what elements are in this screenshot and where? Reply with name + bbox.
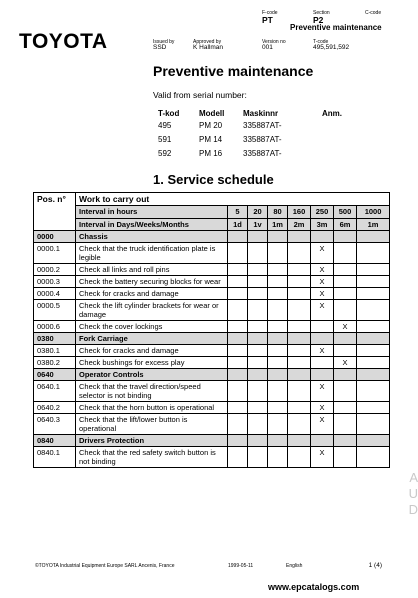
table-row bbox=[34, 381, 390, 402]
interval-mark-cell bbox=[268, 345, 288, 357]
interval-mark-cell bbox=[334, 333, 357, 345]
interval-hours-cell: 500 bbox=[334, 206, 357, 218]
row-task: Check that the travel direction/speed selector is not binding bbox=[76, 381, 228, 402]
interval-mark-cell bbox=[357, 243, 390, 264]
interval-mark-x: X bbox=[311, 288, 334, 300]
interval-mark-cell bbox=[228, 402, 248, 414]
pos-header: Pos. n° bbox=[34, 193, 76, 231]
footer-copyright: ©TOYOTA Industrial Equipment Europe SARL Ancenis, France bbox=[35, 563, 175, 569]
serial-tkod: 592 bbox=[158, 149, 172, 158]
interval-mark-cell bbox=[268, 357, 288, 369]
interval-hours-cell: 80 bbox=[268, 206, 288, 218]
interval-mark-cell bbox=[248, 333, 268, 345]
interval-mark-cell bbox=[268, 435, 288, 447]
section-value: P2 bbox=[313, 15, 324, 25]
interval-mark-x: X bbox=[311, 243, 334, 264]
serial-tkod: 591 bbox=[158, 135, 172, 144]
interval-mark-cell bbox=[268, 276, 288, 288]
row-pos: 0000.6 bbox=[34, 321, 76, 333]
interval-mark-cell bbox=[288, 435, 311, 447]
row-pos: 0000.5 bbox=[34, 300, 76, 321]
interval-mark-cell bbox=[311, 435, 334, 447]
row-pos: 0000.3 bbox=[34, 276, 76, 288]
group-title: Drivers Protection bbox=[76, 435, 228, 447]
interval-mark-cell bbox=[248, 369, 268, 381]
interval-mark-cell bbox=[228, 369, 248, 381]
row-pos: 0000 bbox=[34, 231, 76, 243]
interval-mark-cell bbox=[228, 231, 248, 243]
interval-mark-cell bbox=[357, 357, 390, 369]
approved-label: Approved by bbox=[193, 39, 222, 45]
interval-mark-cell bbox=[357, 288, 390, 300]
interval-mark-cell bbox=[357, 300, 390, 321]
interval-mark-cell bbox=[268, 288, 288, 300]
row-task: Check for cracks and damage bbox=[76, 288, 228, 300]
interval-days-cell: 3m bbox=[311, 218, 334, 230]
row-pos: 0000.2 bbox=[34, 264, 76, 276]
interval-mark-cell bbox=[357, 435, 390, 447]
interval-mark-x: X bbox=[311, 414, 334, 435]
interval-days-cell: 1m bbox=[268, 218, 288, 230]
interval-mark-x: X bbox=[311, 345, 334, 357]
row-pos: 0380.2 bbox=[34, 357, 76, 369]
interval-mark-cell bbox=[288, 276, 311, 288]
footer-page-number: 1 (4) bbox=[368, 562, 382, 569]
footer-language: English bbox=[286, 563, 303, 569]
group-title: Fork Carriage bbox=[76, 333, 228, 345]
interval-mark-cell bbox=[288, 369, 311, 381]
interval-mark-cell bbox=[228, 276, 248, 288]
interval-mark-x: X bbox=[311, 402, 334, 414]
interval-mark-cell bbox=[228, 288, 248, 300]
ccode-label: C-code bbox=[365, 10, 382, 16]
interval-mark-cell bbox=[248, 435, 268, 447]
row-task: Check that the lift/lower button is operational bbox=[76, 414, 228, 435]
interval-mark-cell bbox=[357, 381, 390, 402]
interval-mark-cell bbox=[228, 414, 248, 435]
approved-value: K Hallman bbox=[193, 44, 223, 51]
interval-mark-cell bbox=[334, 264, 357, 276]
toyota-logo: TOYOTA bbox=[19, 30, 108, 53]
interval-mark-cell bbox=[334, 369, 357, 381]
interval-mark-cell bbox=[248, 288, 268, 300]
interval-hours-cell: 250 bbox=[311, 206, 334, 218]
table-row bbox=[34, 321, 390, 333]
interval-mark-cell bbox=[334, 381, 357, 402]
interval-mark-cell bbox=[357, 345, 390, 357]
row-pos: 0000.1 bbox=[34, 243, 76, 264]
interval-mark-cell bbox=[248, 264, 268, 276]
group-row bbox=[34, 435, 390, 447]
interval-mark-cell bbox=[228, 243, 248, 264]
tcode-value: 495,591,592 bbox=[313, 44, 350, 51]
serial-header-modell: Modell bbox=[199, 109, 225, 118]
version-value: 001 bbox=[262, 44, 273, 51]
interval-mark-cell bbox=[228, 333, 248, 345]
serial-modell: PM 14 bbox=[199, 135, 223, 144]
interval-mark-cell bbox=[288, 447, 311, 468]
interval-mark-cell bbox=[268, 369, 288, 381]
interval-mark-cell bbox=[357, 333, 390, 345]
row-pos: 0840.1 bbox=[34, 447, 76, 468]
interval-days-cell: 6m bbox=[334, 218, 357, 230]
interval-days-cell: 1d bbox=[228, 218, 248, 230]
interval-mark-cell bbox=[248, 414, 268, 435]
interval-mark-cell bbox=[228, 321, 248, 333]
interval-mark-cell bbox=[268, 414, 288, 435]
interval-days-label: Interval in Days/Weeks/Months bbox=[76, 218, 228, 230]
interval-mark-cell bbox=[228, 345, 248, 357]
section-title: 1. Service schedule bbox=[153, 172, 274, 187]
serial-modell: PM 16 bbox=[199, 149, 223, 158]
row-pos: 0840 bbox=[34, 435, 76, 447]
table-row bbox=[34, 402, 390, 414]
interval-days-cell: 1v bbox=[248, 218, 268, 230]
interval-mark-cell bbox=[357, 402, 390, 414]
row-task: Check that the red safety switch button is not binding bbox=[76, 447, 228, 468]
interval-mark-cell bbox=[248, 243, 268, 264]
work-header: Work to carry out bbox=[76, 193, 390, 206]
interval-mark-cell bbox=[311, 357, 334, 369]
interval-mark-x: X bbox=[311, 447, 334, 468]
fcode-value: PT bbox=[262, 15, 273, 25]
interval-mark-x: X bbox=[334, 357, 357, 369]
serial-tkod: 495 bbox=[158, 121, 172, 130]
fcode-label: F-code bbox=[262, 10, 278, 16]
interval-mark-cell bbox=[311, 321, 334, 333]
interval-mark-x: X bbox=[311, 300, 334, 321]
interval-mark-cell bbox=[268, 321, 288, 333]
interval-mark-cell bbox=[334, 345, 357, 357]
interval-mark-cell bbox=[268, 264, 288, 276]
interval-mark-cell bbox=[357, 231, 390, 243]
interval-mark-cell bbox=[248, 447, 268, 468]
interval-mark-cell bbox=[288, 300, 311, 321]
interval-days-cell: 2m bbox=[288, 218, 311, 230]
interval-mark-cell bbox=[228, 357, 248, 369]
interval-mark-cell bbox=[288, 414, 311, 435]
section-label: Section bbox=[313, 10, 330, 16]
row-task: Check the battery securing blocks for wear bbox=[76, 276, 228, 288]
table-row bbox=[34, 414, 390, 435]
interval-mark-cell bbox=[288, 321, 311, 333]
table-row bbox=[34, 288, 390, 300]
interval-mark-cell bbox=[288, 345, 311, 357]
interval-mark-cell bbox=[248, 300, 268, 321]
interval-mark-cell bbox=[288, 231, 311, 243]
table-row bbox=[34, 300, 390, 321]
interval-hours-cell: 160 bbox=[288, 206, 311, 218]
interval-mark-x: X bbox=[311, 264, 334, 276]
group-row bbox=[34, 333, 390, 345]
row-pos: 0000.4 bbox=[34, 288, 76, 300]
interval-mark-cell bbox=[357, 264, 390, 276]
interval-mark-cell bbox=[248, 381, 268, 402]
interval-mark-cell bbox=[228, 447, 248, 468]
row-task: Check that the truck identification plate is legible bbox=[76, 243, 228, 264]
interval-mark-cell bbox=[288, 288, 311, 300]
interval-mark-cell bbox=[334, 402, 357, 414]
interval-mark-cell bbox=[357, 276, 390, 288]
group-row bbox=[34, 231, 390, 243]
footer-date: 1999-05-11 bbox=[228, 563, 254, 569]
service-schedule-table bbox=[33, 192, 390, 468]
group-row bbox=[34, 369, 390, 381]
group-title: Operator Controls bbox=[76, 369, 228, 381]
interval-hours-cell: 1000 bbox=[357, 206, 390, 218]
interval-mark-cell bbox=[357, 414, 390, 435]
interval-mark-cell bbox=[228, 300, 248, 321]
row-pos: 0640.1 bbox=[34, 381, 76, 402]
row-task: Check bushings for excess play bbox=[76, 357, 228, 369]
row-task: Check the lift cylinder brackets for wear or damage bbox=[76, 300, 228, 321]
interval-mark-cell bbox=[357, 447, 390, 468]
serial-maskinnr: 335887AT- bbox=[243, 149, 282, 158]
interval-mark-cell bbox=[334, 231, 357, 243]
serial-header-maskinnr: Maskinnr bbox=[243, 109, 279, 118]
tcode-label: T-code bbox=[313, 39, 329, 45]
interval-mark-x: X bbox=[311, 276, 334, 288]
interval-mark-cell bbox=[268, 231, 288, 243]
serial-header-tkod: T-kod bbox=[158, 109, 180, 118]
interval-mark-cell bbox=[268, 300, 288, 321]
interval-mark-cell bbox=[248, 357, 268, 369]
interval-mark-cell bbox=[268, 333, 288, 345]
interval-hours-cell: 5 bbox=[228, 206, 248, 218]
table-row bbox=[34, 447, 390, 468]
interval-mark-cell bbox=[334, 300, 357, 321]
interval-mark-cell bbox=[268, 447, 288, 468]
interval-hours-label: Interval in hours bbox=[76, 206, 228, 218]
footer-url: www.epcatalogs.com bbox=[268, 582, 360, 592]
table-row bbox=[34, 243, 390, 264]
table-row bbox=[34, 276, 390, 288]
interval-mark-cell bbox=[248, 402, 268, 414]
interval-mark-x: X bbox=[334, 321, 357, 333]
side-watermark: A U D bbox=[408, 470, 418, 517]
row-task: Check that the horn button is operational bbox=[76, 402, 228, 414]
version-label: Version no bbox=[262, 39, 286, 45]
interval-mark-cell bbox=[228, 264, 248, 276]
interval-mark-cell bbox=[288, 381, 311, 402]
interval-mark-cell bbox=[268, 402, 288, 414]
interval-mark-cell bbox=[228, 435, 248, 447]
page-title: Preventive maintenance bbox=[153, 63, 314, 79]
serial-modell: PM 20 bbox=[199, 121, 223, 130]
interval-days-cell: 1m bbox=[357, 218, 390, 230]
interval-mark-cell bbox=[288, 357, 311, 369]
interval-mark-cell bbox=[288, 402, 311, 414]
issued-value: SSD bbox=[153, 44, 167, 51]
row-pos: 0640.3 bbox=[34, 414, 76, 435]
interval-mark-cell bbox=[228, 381, 248, 402]
table-row bbox=[34, 345, 390, 357]
serial-header-anm: Anm. bbox=[322, 109, 342, 118]
interval-mark-cell bbox=[288, 264, 311, 276]
interval-mark-cell bbox=[334, 414, 357, 435]
interval-mark-cell bbox=[288, 333, 311, 345]
interval-mark-cell bbox=[357, 321, 390, 333]
issued-label: Issued by bbox=[153, 39, 175, 45]
interval-mark-cell bbox=[248, 345, 268, 357]
interval-mark-cell bbox=[357, 369, 390, 381]
interval-mark-cell bbox=[311, 231, 334, 243]
interval-mark-cell bbox=[248, 276, 268, 288]
row-task: Check all links and roll pins bbox=[76, 264, 228, 276]
row-pos: 0380.1 bbox=[34, 345, 76, 357]
interval-mark-cell bbox=[311, 369, 334, 381]
interval-mark-cell bbox=[334, 243, 357, 264]
table-row bbox=[34, 357, 390, 369]
row-pos: 0640.2 bbox=[34, 402, 76, 414]
group-title: Chassis bbox=[76, 231, 228, 243]
serial-maskinnr: 335887AT- bbox=[243, 135, 282, 144]
interval-mark-cell bbox=[248, 231, 268, 243]
row-task: Check for cracks and damage bbox=[76, 345, 228, 357]
row-pos: 0640 bbox=[34, 369, 76, 381]
interval-mark-cell bbox=[334, 276, 357, 288]
interval-mark-cell bbox=[334, 435, 357, 447]
interval-mark-cell bbox=[268, 243, 288, 264]
header-doc-title: Preventive maintenance bbox=[290, 23, 382, 32]
interval-mark-cell bbox=[334, 288, 357, 300]
interval-mark-cell bbox=[311, 333, 334, 345]
table-row bbox=[34, 264, 390, 276]
valid-from-text: Valid from serial number: bbox=[153, 90, 247, 100]
row-task: Check the cover lockings bbox=[76, 321, 228, 333]
interval-mark-x: X bbox=[311, 381, 334, 402]
serial-maskinnr: 335887AT- bbox=[243, 121, 282, 130]
interval-mark-cell bbox=[248, 321, 268, 333]
interval-hours-cell: 20 bbox=[248, 206, 268, 218]
interval-mark-cell bbox=[288, 243, 311, 264]
interval-mark-cell bbox=[334, 447, 357, 468]
interval-mark-cell bbox=[268, 381, 288, 402]
row-pos: 0380 bbox=[34, 333, 76, 345]
